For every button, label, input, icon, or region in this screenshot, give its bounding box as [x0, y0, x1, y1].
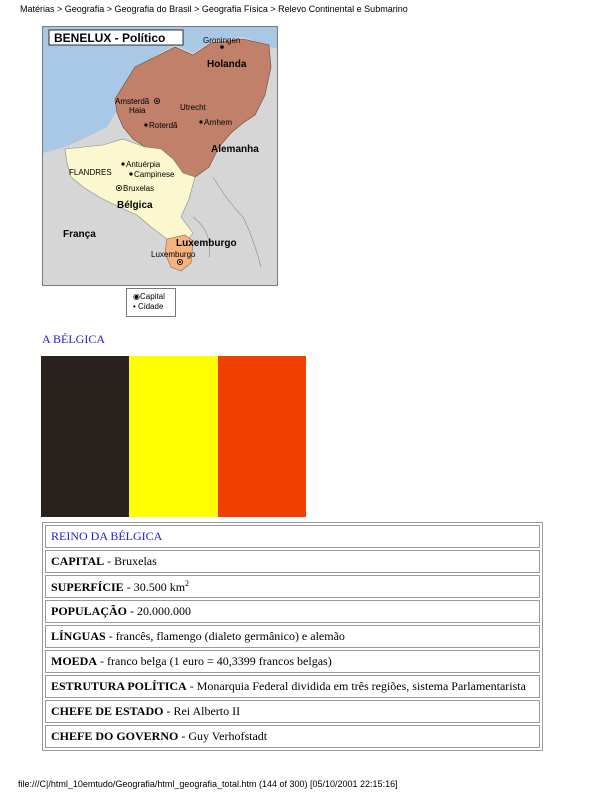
flag-stripe-black: [41, 356, 129, 517]
info-cell: CAPITAL - Bruxelas: [45, 550, 540, 573]
city-symbol-icon: •: [133, 302, 136, 311]
city-dot: [121, 162, 124, 165]
info-label: LÍNGUAS: [51, 629, 106, 643]
section-title: A BÉLGICA: [42, 332, 105, 346]
flag-stripe-yellow: [129, 356, 217, 517]
capital-symbol-icon: ◉: [133, 292, 140, 301]
info-cell: POPULAÇÃO - 20.000.000: [45, 600, 540, 623]
label-haia: Haia: [129, 106, 146, 115]
info-label: ESTRUTURA POLÍTICA: [51, 679, 187, 693]
label-holanda: Holanda: [207, 59, 247, 70]
info-value: 30.500 km: [133, 579, 186, 594]
info-value: Bruxelas: [114, 554, 157, 568]
table-row: [45, 675, 540, 698]
flag-stripe-red: [218, 356, 306, 517]
info-cell: CHEFE DO GOVERNO - Guy Verhofstadt: [45, 725, 540, 748]
info-label: CHEFE DO GOVERNO: [51, 729, 179, 743]
table-row: [45, 575, 540, 598]
label-luxemburgo-city: Luxemburgo: [151, 250, 196, 259]
label-antuerpia: Antuérpia: [126, 160, 161, 169]
info-value: francês, flamengo (dialeto germânico) e alemão: [115, 629, 345, 643]
label-utrecht: Utrecht: [180, 103, 206, 112]
info-value: 20.000.000: [137, 604, 191, 618]
legend-cidade: [133, 302, 175, 312]
capital-dot-center: [118, 187, 120, 189]
label-arnhem: Arnhem: [204, 118, 233, 127]
info-value: franco belga (1 euro = 40,3399 francos belgas): [107, 654, 332, 668]
legend-capital-label: Capital: [139, 292, 165, 301]
country-info-table: [42, 522, 543, 751]
capital-dot-center: [156, 100, 158, 102]
label-amsterda: Amsterdã: [115, 97, 150, 106]
label-franca: França: [63, 229, 96, 240]
map-legend: [126, 288, 176, 317]
info-label: CAPITAL: [51, 554, 105, 568]
info-cell: MOEDA - franco belga (1 euro = 40,3399 francos belgas): [45, 650, 540, 673]
table-row: [45, 600, 540, 623]
city-dot: [144, 123, 147, 126]
legend-capital: [133, 292, 175, 302]
info-value: Rei Alberto II: [173, 704, 241, 718]
info-value: Monarquia Federal dividida em três regiões, sistema Parlamentarista: [196, 679, 526, 693]
info-cell: LÍNGUAS - francês, flamengo (dialeto germânico) e alemão: [45, 625, 540, 648]
benelux-map: [42, 26, 278, 286]
table-row: [45, 625, 540, 648]
label-flandres: FLANDRES: [69, 168, 112, 177]
city-dot: [129, 172, 132, 175]
info-value: Guy Verhofstadt: [188, 729, 268, 743]
legend-cidade-label: Cidade: [138, 302, 164, 311]
map-title: BENELUX - Político: [54, 31, 166, 45]
belgium-flag: [41, 356, 306, 517]
label-luxemburgo-country: Luxemburgo: [176, 238, 237, 249]
table-row: [45, 700, 540, 723]
info-superscript: 2: [185, 578, 190, 588]
label-belgica: Bélgica: [117, 200, 153, 211]
label-groningen: Groningen: [203, 36, 241, 45]
info-label: SUPERFÍCIE: [51, 579, 124, 594]
info-label: CHEFE DE ESTADO: [51, 704, 164, 718]
label-alemanha: Alemanha: [211, 144, 259, 155]
label-bruxelas: Bruxelas: [123, 184, 155, 193]
info-cell: ESTRUTURA POLÍTICA - Monarquia Federal dividida em três regiões, sistema Parlamentarista: [45, 675, 540, 698]
label-campinese: Campinese: [134, 170, 175, 179]
table-row: [45, 650, 540, 673]
table-title: REINO DA BÉLGICA: [45, 525, 540, 548]
table-row: [45, 725, 540, 748]
info-label: MOEDA: [51, 654, 97, 668]
table-row: [45, 550, 540, 573]
city-dot: [199, 120, 202, 123]
info-label: POPULAÇÃO: [51, 604, 127, 618]
table-row: [45, 525, 540, 548]
capital-dot-center: [179, 261, 181, 263]
breadcrumb: Matérias > Geografia > Geografia do Brasil > Geografia Física > Relevo Continental e Submarino: [20, 4, 408, 14]
page-footer: file:///C|/html_10emtudo/Geografia/html_geografia_total.htm (144 of 300) [05/10/2001 22:15:16]: [18, 779, 398, 789]
label-roterda: Roterdã: [149, 121, 178, 130]
info-cell: CHEFE DE ESTADO - Rei Alberto II: [45, 700, 540, 723]
info-cell: SUPERFÍCIE - 30.500 $km^2$: [45, 575, 540, 598]
city-dot: [220, 45, 224, 49]
